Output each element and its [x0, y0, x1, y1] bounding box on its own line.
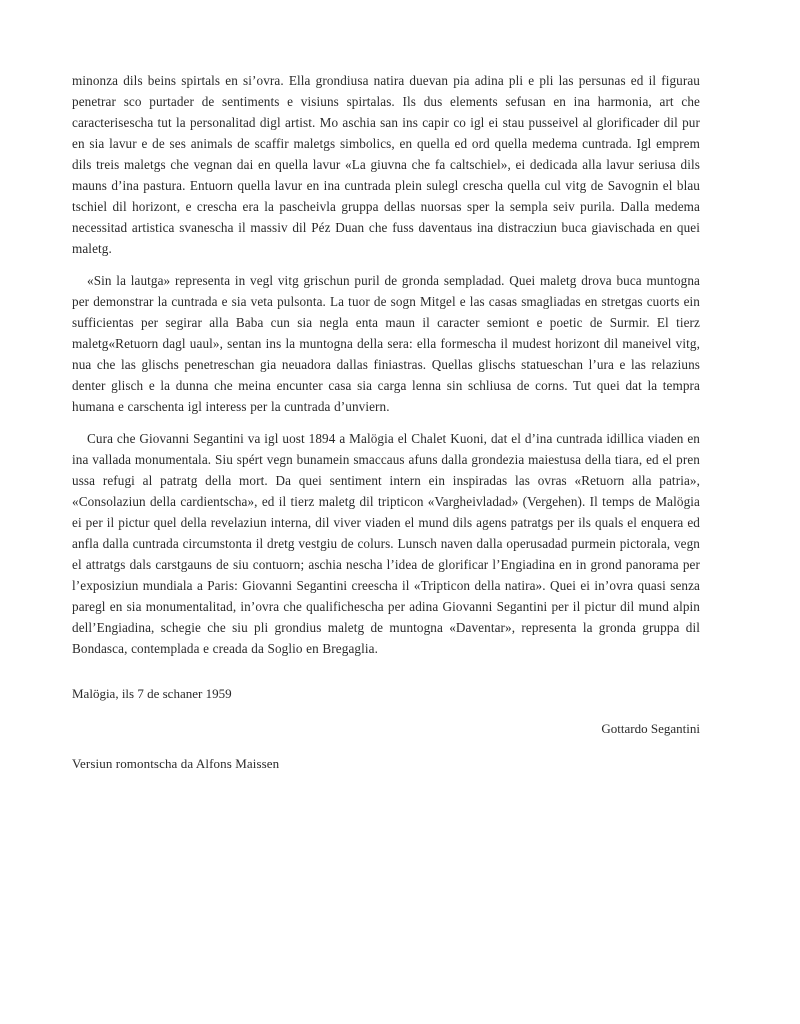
body-paragraph-3: Cura che Giovanni Segantini va igl uost 1894 a Malögia el Chalet Kuoni, dat el d’ina cuntrada idillica viaden en ina vallada monumentala. Siu spért vegn bunamein smaccaus afuns dalla grondezia maiestusa della tiara, ed el pren ussa refugi al patratg della mort. Da quei sentiment intern ein inspiradas las ovras «Retuorn alla patria», «Consolaziun della cardientscha», ed il tierz maletg dil tripticon «Vargheivladad» (Vergehen). Il temps de Malögia ei per il pictur quel della revelaziun interna, dil viver viaden el mund dils agens patratgs per ils quals el enquera ed anfla dalla cuntrada circumstonta il dretg vestgiu de colurs. Lunsch naven dalla operusadad purmein pictorala, vegn el attratgs dals carstgauns de siu contuorn; aschia nescha l’idea de glorificar l’Engiadina en in grond panorama per l’exposiziun mundiala a Paris: Giovanni Segantini creescha il «Tripticon della natira». Quei ei in’ovra quasi senza paregl en sia monumentalitad, in’ovra che qualifichescha per adina Giovanni Segantini per il pictur dil mund alpin dell’Engiadina, schegie che siu pli grondius maletg de muntogna «Daventar», representa la gronda gruppa dil Bondasca, contemplada e creada da Soglio en Bregaglia.: [72, 431, 700, 656]
body-paragraph-2: «Sin la lautga» representa in vegl vitg grischun puril de gronda sempladad. Quei maletg drova buca muntogna per demonstrar la cuntrada e sia veta pulsonta. La tuor de sogn Mitgel e las casas smagliadas en stretgas cuorts ein sufficientas per segirar alla Baba cun sia negla enta maun il caracter semiont e poetic de Surmir. El tierz maletg«Retuorn dagl uaul», sentan ins la muntogna della sera: ella formescha il mudest horizont dil maneivel vitg, nua che las glischs penetreschan gia neuadora dallas finiastras. Quellas glischs statueschan l’ura e las relaziuns denter glisch e la dunna che meina encunter casa sia carga lenna sin schliusa de corns. Tut quei dat la tempra humana e carschenta igl interess per la cuntrada d’unviern.: [72, 273, 700, 414]
body-paragraph-1: minonza dils beins spirtals en si’ovra. Ella grondiusa natira duevan pia adina pli e pli las persunas ed il figurau penetrar sco purtader de sentiments e visiuns spirtalas. Ils dus elements sefusan en ina harmonia, art che caracterisescha tut la personalitad digl artist. Mo aschia san ins capir co igl ei stau pusseivel al glorificader dil pur en sia lavur e de ses animals de scaffir maletgs simbolics, en quella ed ord quella medema cuntrada. Igl emprem dils treis maletgs che vegnan dai en quella lavur «La giuvna che fa caltschiel», ei dedicada alla lavur seriusa dils mauns d’ina pastura. Entuorn quella lavur en ina cuntrada plein sulegl crescha quella cul vitg de Savognin el blau tschiel dil horizont, e crescha era la pascheivla gruppa dellas nuorsas sper la sempla seiv purila. Dalla medema necessitad artistica svanescha il massiv dil Péz Duan che fuss daventaus ina distracziun buca giavischada en quei maletg.: [72, 73, 700, 256]
document-page: [72, 70, 700, 773]
author-signature: Gottardo Segantini: [601, 721, 700, 736]
translator-note: Versiun romontscha da Alfons Maissen: [72, 756, 280, 771]
place-date: Malögia, ils 7 de schaner 1959: [72, 686, 232, 701]
